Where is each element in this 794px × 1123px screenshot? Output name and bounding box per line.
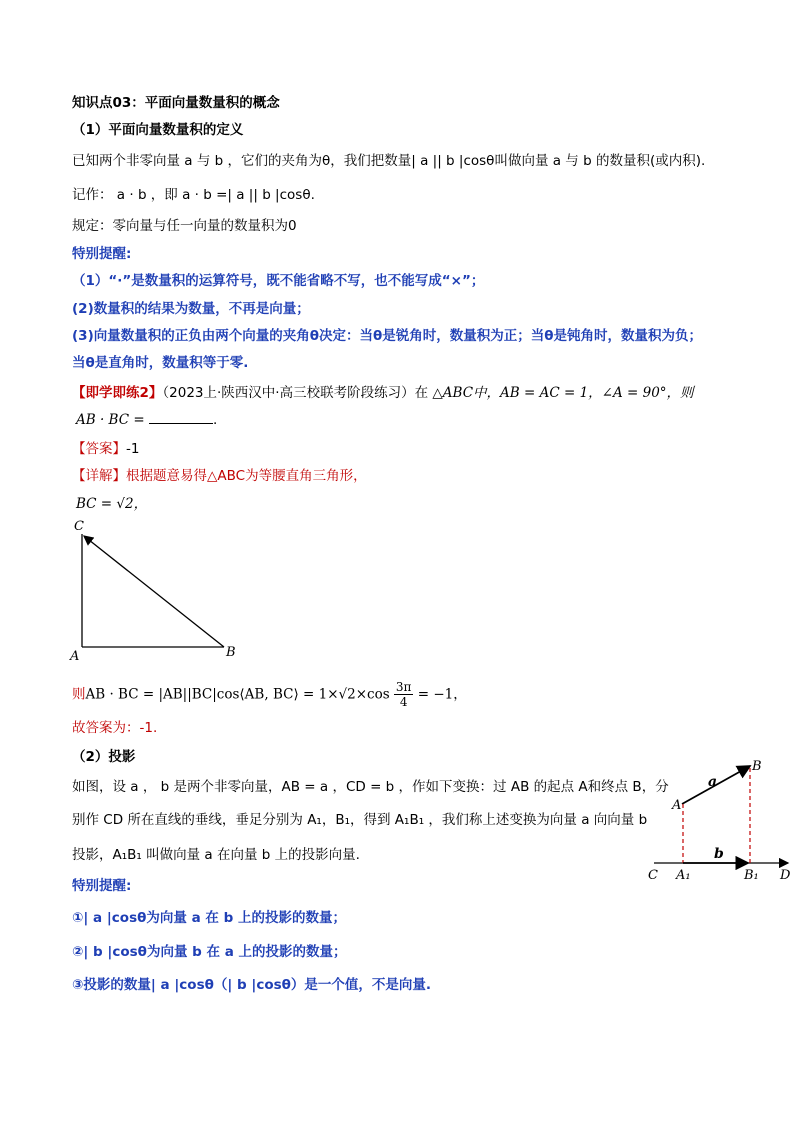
practice-tag: 【即学即练2】	[72, 385, 163, 401]
practice-blank-line: AB · BC = .	[76, 412, 218, 428]
practice-question	[72, 384, 694, 402]
tips2-title: 特别提醒:	[72, 878, 132, 894]
conclusion: 故答案为：-1.	[72, 720, 158, 736]
label-point-a: A	[672, 798, 682, 813]
label-c: C	[74, 519, 84, 534]
rule-text: 规定：零向量与任一向量的数量积为0	[72, 218, 297, 234]
label-point-d: D	[780, 868, 790, 883]
tip-3-line-2: 当θ是直角时，数量积等于零.	[72, 355, 249, 371]
label-vector-b: b	[714, 846, 724, 862]
practice-condition: △ABC中，AB = AC = 1，∠A = 90°，则	[432, 385, 694, 401]
practice-source: （2023上·陕西汉中·高三校联考阶段练习）在	[162, 385, 429, 401]
practice-expression: AB · BC =	[76, 412, 145, 428]
answer-line	[72, 440, 139, 458]
tip-3-line-1: (3)向量数量积的正负由两个向量的夹角θ决定：当θ是锐角时，数量积为正；当θ是钝角时，数量积为负；	[72, 328, 703, 344]
calc-fraction	[394, 680, 414, 709]
subsection-definition: （1）平面向量数量积的定义	[72, 122, 244, 138]
proj-tip-2: ②| b |cosθ为向量 b 在 a 上的投影的数量；	[72, 944, 347, 960]
fraction-denominator: 4	[399, 695, 408, 709]
calc-tail: = −1，	[417, 686, 467, 703]
vector-bc	[84, 536, 224, 647]
subsection-projection: （2）投影	[72, 749, 136, 765]
label-point-c: C	[648, 868, 658, 883]
definition-text: 已知两个非零向量 a 与 b ，它们的夹角为θ，我们把数量| a || b |cosθ叫做向量 a 与 b 的数量积(或内积).	[72, 153, 706, 169]
projection-text-3: 投影，A₁B₁ 叫做向量 a 在向量 b 上的投影向量.	[72, 847, 360, 863]
tip-1: （1）“·”是数量积的运算符号，既不能省略不写，也不能写成“×”；	[72, 273, 485, 289]
calc-expression: AB · BC = |AB||BC|cos⟨AB, BC⟩ = 1×√2×cos	[85, 686, 390, 703]
section-heading: 知识点03：平面向量数量积的概念	[72, 95, 280, 111]
triangle-figure	[64, 516, 244, 666]
label-a: A	[70, 649, 80, 664]
calc-prefix: 则	[72, 686, 86, 703]
detail-line	[72, 467, 367, 485]
projection-text-1: 如图，设 a ， b 是两个非零向量，AB = a ，CD = b ，作如下变换：过 AB 的起点 A和终点 B，分	[72, 779, 669, 795]
proj-tip-1: ①| a |cosθ为向量 a 在 b 上的投影的数量；	[72, 910, 346, 926]
detail-text: 根据题意易得△ABC为等腰直角三角形，	[126, 468, 367, 484]
answer-blank	[149, 411, 213, 424]
projection-figure	[640, 752, 790, 887]
notation-text: 记作： a · b ，即 a · b =| a || b |cosθ.	[72, 187, 315, 203]
label-b: B	[226, 645, 236, 660]
label-point-b1: B₁	[744, 868, 759, 883]
fraction-numerator: 3π	[395, 680, 412, 694]
tip-2: (2)数量积的结果为数量，不再是向量；	[72, 301, 310, 317]
answer-value: -1	[126, 441, 140, 457]
proj-tip-3: ③投影的数量| a |cosθ（| b |cosθ）是一个值，不是向量.	[72, 977, 432, 993]
label-vector-a: a	[708, 774, 718, 790]
projection-text-2: 别作 CD 所在直线的垂线，垂足分别为 A₁，B₁，得到 A₁B₁ ，我们称上述变换为向量 a 向向量 b	[72, 812, 648, 828]
label-point-b: B	[752, 759, 762, 774]
calc-line	[72, 680, 467, 709]
label-point-a1: A₁	[676, 868, 691, 883]
answer-tag: 【答案】	[72, 441, 126, 457]
bc-equation: BC = √2，	[76, 496, 148, 512]
detail-tag: 【详解】	[72, 468, 126, 484]
tips-title: 特别提醒:	[72, 246, 132, 262]
